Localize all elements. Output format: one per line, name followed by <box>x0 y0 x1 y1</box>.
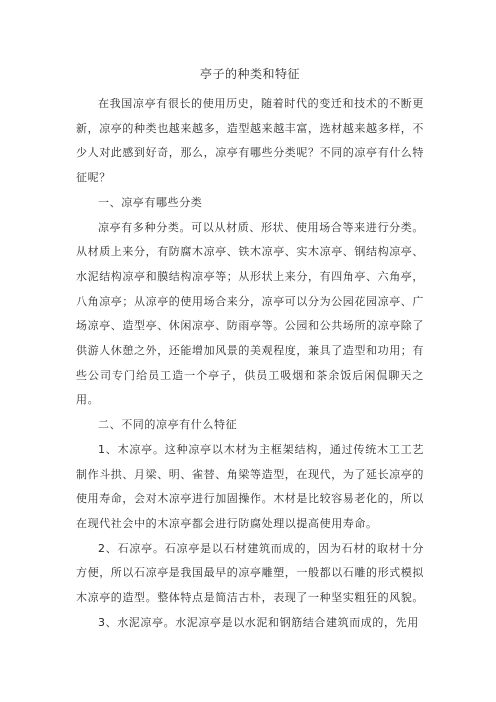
section-2-heading: 二、不同的凉亭有什么特征 <box>98 418 238 432</box>
section-1-paragraph: 凉亭有多种分类。可以从材质、形状、使用场合等来进行分类。从材质上来分，有防腐木凉亭、铁木凉亭、实木凉亭、钢结构凉亭、水泥结构凉亭和膜结构凉亭等；从形状上来分，有四角亭、六角亭，八角凉亭；从凉亭的使用场合来分，凉亭可以分为公园花园凉亭、广场凉亭、造型亭、休闲凉亭、防雨亭等。公园和公共场所的凉亭除了供游人休憩之外，还能增加风景的美观程度，兼具了造型和功用；有些公司专门给员工造一个亭子，供员工吸烟和茶余饭后闲侃聊天之用。 <box>76 220 424 407</box>
stone-pavilion-paragraph: 2、石凉亭。石凉亭是以石材建筑而成的，因为石材的取材十分方便，所以石凉亭是我国最早的凉亭雕塑，一般都以石雕的形式模拟木凉亭的造型。整体特点是简洁古朴，表现了一种坚实粗狂的风貌。 <box>76 541 424 605</box>
section-1-heading: 一、凉亭有哪些分类 <box>98 195 203 209</box>
document-title: 亭子的种类和特征 <box>199 67 300 81</box>
cement-pavilion-paragraph: 3、水泥凉亭。水泥凉亭是以水泥和钢筋结合建筑而成的，先用 <box>98 615 419 629</box>
wood-pavilion-paragraph: 1、木凉亭。这种凉亭以木材为主框架结构，通过传统木工工艺制作斗拱、月梁、明、雀替、角梁等造型，在现代，为了延长凉亭的使用寿命，会对木凉亭进行加固操作。木材是比较容易老化的，所以在现代社会中的木凉亭都会进行防腐处理以提高使用寿命。 <box>76 442 424 530</box>
intro-paragraph: 在我国凉亭有很长的使用历史，随着时代的变迁和技术的不断更新，凉亭的种类也越来越多，造型越来越丰富，选材越来越多样，不少人对此感到好奇，那么，凉亭有哪些分类呢？不同的凉亭有什么特征呢？ <box>76 97 424 185</box>
